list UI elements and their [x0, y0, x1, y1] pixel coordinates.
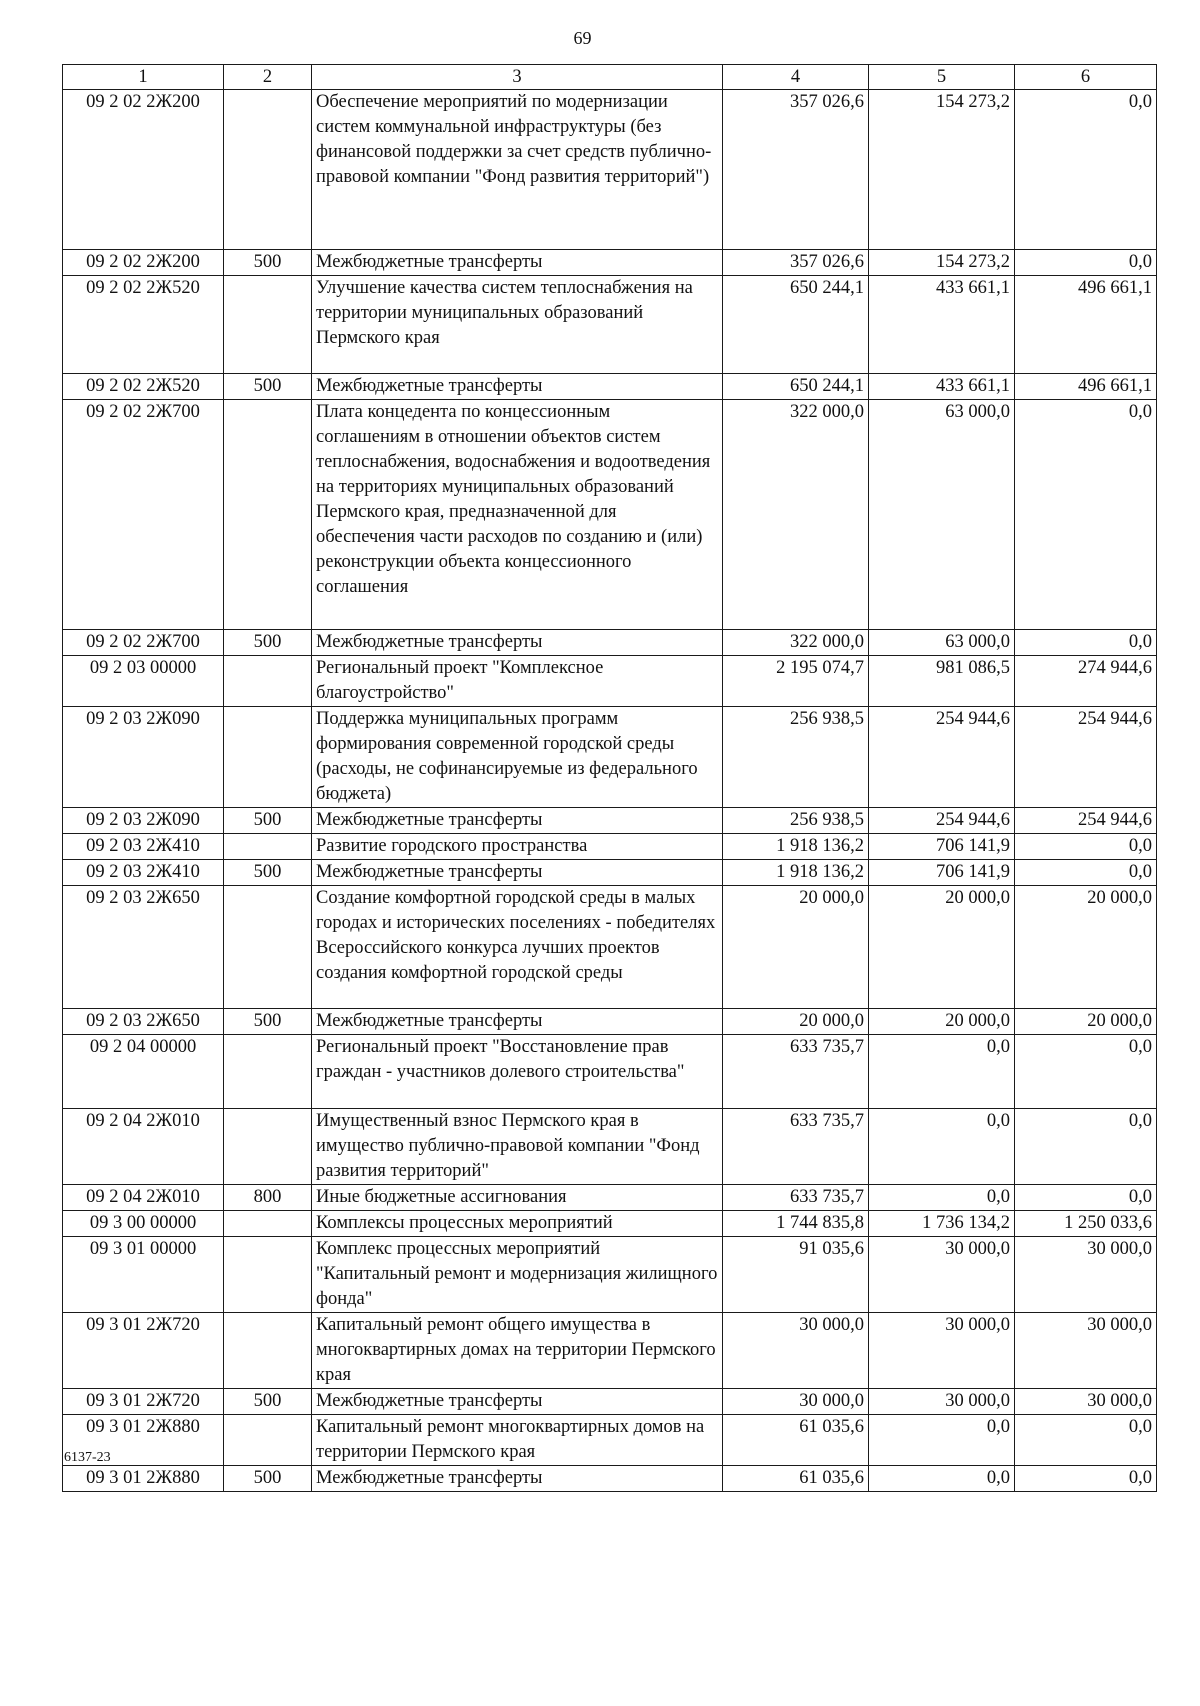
row-name: Межбюджетные трансферты [312, 860, 723, 886]
row-name: Межбюджетные трансферты [312, 374, 723, 400]
row-code: 09 2 03 00000 [63, 656, 224, 707]
column-header-6: 6 [1015, 65, 1157, 90]
row-code: 09 2 04 2Ж010 [63, 1109, 224, 1185]
row-expense-type [224, 90, 312, 250]
row-value-col4: 30 000,0 [723, 1313, 869, 1389]
table-row [63, 1109, 1157, 1185]
row-expense-type [224, 656, 312, 707]
table-row [63, 656, 1157, 707]
row-value-col5: 20 000,0 [869, 886, 1015, 1009]
row-value-col4: 633 735,7 [723, 1109, 869, 1185]
row-value-col6: 496 661,1 [1015, 374, 1157, 400]
row-name: Поддержка муниципальных программ формирования современной городской среды (расходы, не софинансируемые из федерального бюджета) [312, 707, 723, 808]
table-row [63, 276, 1157, 374]
row-value-col6: 0,0 [1015, 1035, 1157, 1109]
row-value-col5: 0,0 [869, 1466, 1015, 1492]
row-value-col6: 0,0 [1015, 860, 1157, 886]
row-value-col6: 30 000,0 [1015, 1237, 1157, 1313]
row-value-col4: 30 000,0 [723, 1389, 869, 1415]
row-value-col5: 254 944,6 [869, 707, 1015, 808]
row-value-col4: 650 244,1 [723, 276, 869, 374]
row-name: Обеспечение мероприятий по модернизации систем коммунальной инфраструктуры (без финансовой поддержки за счет средств публично-правовой компании "Фонд развития территорий") [312, 90, 723, 250]
row-name: Капитальный ремонт общего имущества в многоквартирных домах на территории Пермского края [312, 1313, 723, 1389]
row-value-col5: 0,0 [869, 1109, 1015, 1185]
row-value-col6: 254 944,6 [1015, 808, 1157, 834]
row-value-col5: 433 661,1 [869, 374, 1015, 400]
row-value-col5: 706 141,9 [869, 860, 1015, 886]
row-code: 09 3 01 2Ж880 [63, 1415, 224, 1466]
row-expense-type [224, 1237, 312, 1313]
row-name: Иные бюджетные ассигнования [312, 1185, 723, 1211]
row-value-col6: 274 944,6 [1015, 656, 1157, 707]
row-value-col6: 0,0 [1015, 1185, 1157, 1211]
row-code: 09 2 03 2Ж090 [63, 808, 224, 834]
table-row [63, 1035, 1157, 1109]
row-value-col4: 1 918 136,2 [723, 834, 869, 860]
table-row [63, 374, 1157, 400]
row-name: Капитальный ремонт многоквартирных домов на территории Пермского края [312, 1415, 723, 1466]
row-value-col4: 633 735,7 [723, 1035, 869, 1109]
row-expense-type: 500 [224, 1009, 312, 1035]
row-value-col4: 20 000,0 [723, 1009, 869, 1035]
table-row [63, 886, 1157, 1009]
row-value-col4: 20 000,0 [723, 886, 869, 1009]
row-code: 09 2 03 2Ж650 [63, 1009, 224, 1035]
row-code: 09 3 00 00000 [63, 1211, 224, 1237]
row-code: 09 2 03 2Ж090 [63, 707, 224, 808]
row-name: Межбюджетные трансферты [312, 630, 723, 656]
row-value-col5: 30 000,0 [869, 1237, 1015, 1313]
row-expense-type [224, 1211, 312, 1237]
row-code: 09 2 04 00000 [63, 1035, 224, 1109]
row-value-col6: 0,0 [1015, 1109, 1157, 1185]
row-value-col5: 433 661,1 [869, 276, 1015, 374]
row-code: 09 2 03 2Ж410 [63, 860, 224, 886]
row-name: Улучшение качества систем теплоснабжения на территории муниципальных образований Пермского края [312, 276, 723, 374]
row-name: Межбюджетные трансферты [312, 1466, 723, 1492]
row-name: Региональный проект "Комплексное благоустройство" [312, 656, 723, 707]
row-value-col5: 0,0 [869, 1035, 1015, 1109]
row-value-col5: 63 000,0 [869, 630, 1015, 656]
row-expense-type [224, 1415, 312, 1466]
row-expense-type: 500 [224, 860, 312, 886]
row-name: Комплексы процессных мероприятий [312, 1211, 723, 1237]
row-code: 09 3 01 2Ж720 [63, 1313, 224, 1389]
row-value-col5: 981 086,5 [869, 656, 1015, 707]
table-row [63, 834, 1157, 860]
row-expense-type [224, 1035, 312, 1109]
table-header [63, 65, 1157, 90]
table-row [63, 1389, 1157, 1415]
row-value-col6: 1 250 033,6 [1015, 1211, 1157, 1237]
row-value-col6: 254 944,6 [1015, 707, 1157, 808]
row-expense-type [224, 834, 312, 860]
table-row [63, 400, 1157, 630]
row-value-col4: 322 000,0 [723, 400, 869, 630]
column-header-4: 4 [723, 65, 869, 90]
row-value-col4: 357 026,6 [723, 250, 869, 276]
row-value-col5: 154 273,2 [869, 90, 1015, 250]
row-value-col5: 20 000,0 [869, 1009, 1015, 1035]
row-value-col4: 322 000,0 [723, 630, 869, 656]
table-row [63, 1415, 1157, 1466]
row-expense-type [224, 707, 312, 808]
table-row [63, 250, 1157, 276]
row-expense-type [224, 1109, 312, 1185]
row-code: 09 3 01 2Ж720 [63, 1389, 224, 1415]
table-row [63, 1466, 1157, 1492]
row-value-col6: 0,0 [1015, 630, 1157, 656]
column-header-5: 5 [869, 65, 1015, 90]
row-expense-type: 500 [224, 808, 312, 834]
row-value-col6: 20 000,0 [1015, 886, 1157, 1009]
document-code: 6137-23 [64, 1450, 111, 1465]
row-value-col5: 254 944,6 [869, 808, 1015, 834]
row-name: Развитие городского пространства [312, 834, 723, 860]
table-row [63, 1185, 1157, 1211]
table-row [63, 707, 1157, 808]
row-name: Создание комфортной городской среды в малых городах и исторических поселениях - победителях Всероссийского конкурса лучших проектов создания комфортной городской среды [312, 886, 723, 1009]
row-expense-type [224, 400, 312, 630]
row-code: 09 2 02 2Ж700 [63, 400, 224, 630]
row-expense-type: 500 [224, 374, 312, 400]
row-name: Комплекс процессных мероприятий "Капитальный ремонт и модернизация жилищного фонда" [312, 1237, 723, 1313]
row-value-col4: 61 035,6 [723, 1415, 869, 1466]
row-expense-type: 800 [224, 1185, 312, 1211]
row-expense-type: 500 [224, 1466, 312, 1492]
row-value-col6: 0,0 [1015, 90, 1157, 250]
row-name: Плата концедента по концессионным соглашениям в отношении объектов систем теплоснабжения, водоснабжения и водоотведения на территориях муниципальных образований Пермского края, предназначенной для обеспечения части расходов по созданию и (или) реконструкции объекта концессионного соглашения [312, 400, 723, 630]
row-value-col6: 20 000,0 [1015, 1009, 1157, 1035]
row-code: 09 2 04 2Ж010 [63, 1185, 224, 1211]
row-code: 09 2 02 2Ж700 [63, 630, 224, 656]
header-row [63, 65, 1157, 90]
table-row [63, 808, 1157, 834]
row-value-col5: 706 141,9 [869, 834, 1015, 860]
row-name: Межбюджетные трансферты [312, 1009, 723, 1035]
row-value-col4: 256 938,5 [723, 707, 869, 808]
table-row [63, 1237, 1157, 1313]
table-row [63, 1211, 1157, 1237]
row-name: Межбюджетные трансферты [312, 1389, 723, 1415]
row-value-col5: 30 000,0 [869, 1313, 1015, 1389]
column-header-3: 3 [312, 65, 723, 90]
row-value-col6: 0,0 [1015, 250, 1157, 276]
table-row [63, 1313, 1157, 1389]
row-value-col4: 357 026,6 [723, 90, 869, 250]
row-expense-type [224, 1313, 312, 1389]
row-value-col4: 1 744 835,8 [723, 1211, 869, 1237]
column-header-2: 2 [224, 65, 312, 90]
row-value-col5: 0,0 [869, 1185, 1015, 1211]
row-value-col5: 154 273,2 [869, 250, 1015, 276]
row-value-col4: 633 735,7 [723, 1185, 869, 1211]
row-code: 09 2 02 2Ж520 [63, 276, 224, 374]
row-value-col6: 0,0 [1015, 834, 1157, 860]
row-code: 09 2 03 2Ж410 [63, 834, 224, 860]
row-value-col6: 0,0 [1015, 400, 1157, 630]
budget-table [62, 64, 1157, 1492]
row-expense-type: 500 [224, 250, 312, 276]
row-value-col5: 63 000,0 [869, 400, 1015, 630]
row-value-col4: 91 035,6 [723, 1237, 869, 1313]
row-value-col4: 61 035,6 [723, 1466, 869, 1492]
row-value-col4: 256 938,5 [723, 808, 869, 834]
row-value-col6: 30 000,0 [1015, 1389, 1157, 1415]
row-expense-type [224, 886, 312, 1009]
row-value-col5: 0,0 [869, 1415, 1015, 1466]
row-name: Региональный проект "Восстановление прав граждан - участников долевого строительства" [312, 1035, 723, 1109]
row-name: Межбюджетные трансферты [312, 250, 723, 276]
row-code: 09 3 01 2Ж880 [63, 1466, 224, 1492]
table-body [63, 90, 1157, 1492]
row-value-col6: 0,0 [1015, 1415, 1157, 1466]
page-number: 69 [573, 28, 592, 48]
row-value-col5: 1 736 134,2 [869, 1211, 1015, 1237]
table-row [63, 1009, 1157, 1035]
row-value-col4: 2 195 074,7 [723, 656, 869, 707]
row-value-col4: 1 918 136,2 [723, 860, 869, 886]
table-row [63, 630, 1157, 656]
row-value-col6: 0,0 [1015, 1466, 1157, 1492]
row-value-col5: 30 000,0 [869, 1389, 1015, 1415]
row-name: Имущественный взнос Пермского края в имущество публично-правовой компании "Фонд развития территорий" [312, 1109, 723, 1185]
row-code: 09 2 02 2Ж200 [63, 250, 224, 276]
row-expense-type: 500 [224, 630, 312, 656]
table-row [63, 860, 1157, 886]
row-value-col6: 30 000,0 [1015, 1313, 1157, 1389]
table-row [63, 90, 1157, 250]
row-name: Межбюджетные трансферты [312, 808, 723, 834]
row-expense-type [224, 276, 312, 374]
row-code: 09 3 01 00000 [63, 1237, 224, 1313]
row-code: 09 2 03 2Ж650 [63, 886, 224, 1009]
row-expense-type: 500 [224, 1389, 312, 1415]
row-code: 09 2 02 2Ж200 [63, 90, 224, 250]
row-value-col4: 650 244,1 [723, 374, 869, 400]
row-value-col6: 496 661,1 [1015, 276, 1157, 374]
row-code: 09 2 02 2Ж520 [63, 374, 224, 400]
column-header-1: 1 [63, 65, 224, 90]
